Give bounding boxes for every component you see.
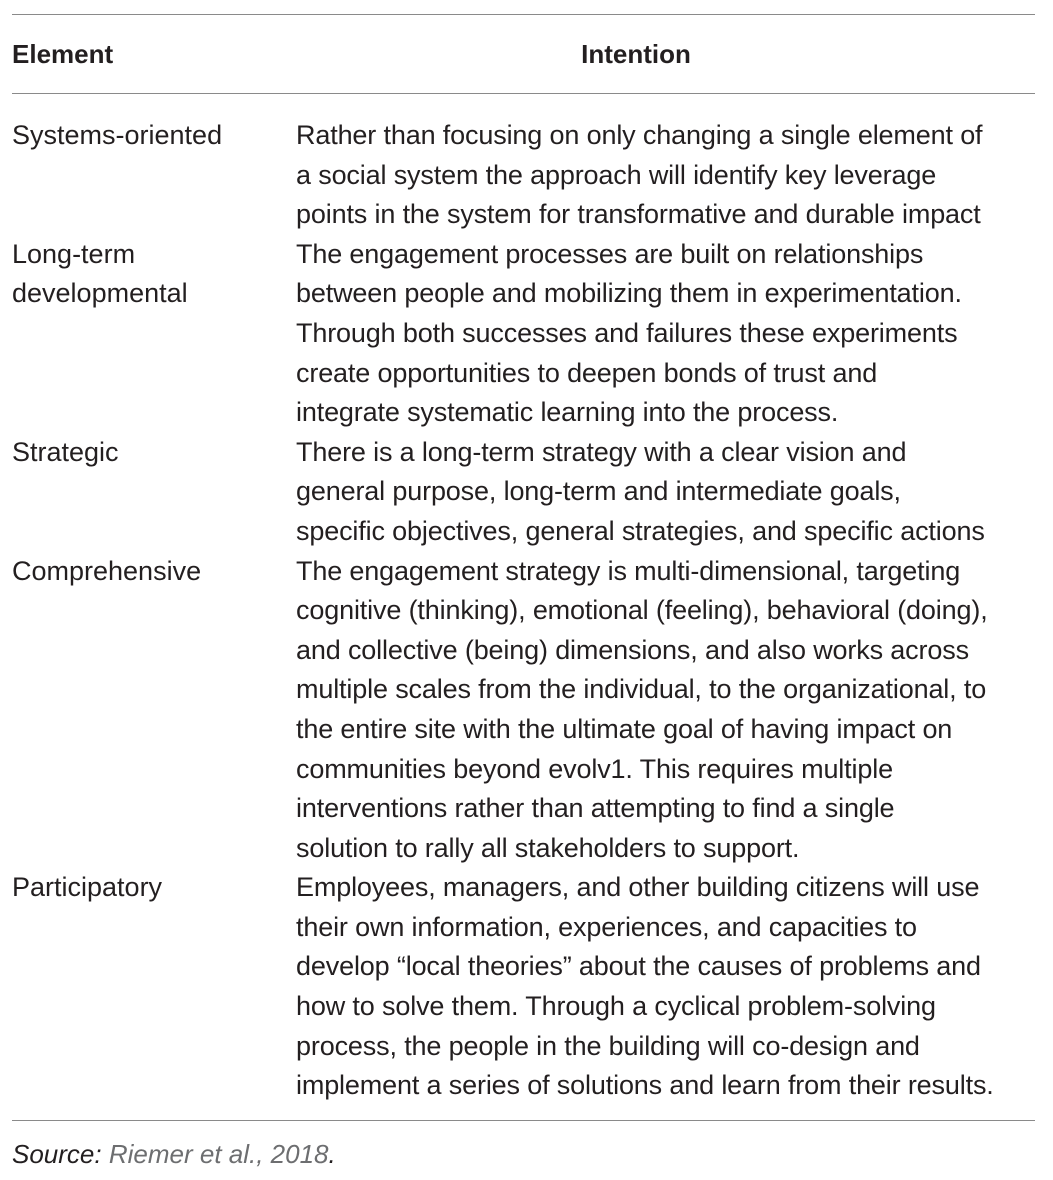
header-element: Element — [12, 38, 114, 69]
source-citation[interactable]: Riemer et al., 2018 — [108, 1138, 329, 1169]
table-row — [12, 433, 1035, 552]
row-element-comprehensive: Comprehensive — [12, 555, 202, 586]
header-intention: Intention — [581, 38, 691, 69]
row-element-strategic: Strategic — [12, 436, 119, 467]
row-intention-comprehensive: The engagement strategy is multi-dimensional, targeting cognitive (thinking), emotional (feeling), behavioral (doing), and collective (being) dimensions, and also works across multiple scales from the individual, to the organizational, to the entire site with the ultimate goal of having impact on communities beyond evolv1. This requires multiple interventions rather than attempting to find a single solution to rally all stakeholders to support. — [296, 555, 988, 863]
table — [12, 14, 1035, 1170]
table-row — [12, 868, 1035, 1106]
row-element-participatory: Participatory — [12, 872, 163, 903]
row-element-systems-oriented: Systems-oriented — [12, 120, 223, 150]
bottom-rule — [12, 1120, 1035, 1121]
row-intention-long-term-developmental: The engagement processes are built on relationships between people and mobilizing them in experimentation. Through both successes and failures these experiments create opportunities to deepen bonds of trust and integrate systematic learning into the process. — [296, 238, 962, 428]
row-element-long-term-developmental: Long-term developmental — [12, 238, 188, 309]
row-intention-participatory: Employees, managers, and other building citizens will use their own information, experiences, and capacities to develop “local theories” about the causes of problems and how to solve them. Through a cyclical problem-solving process, the people in the building will co-design and implement a series of solutions and learn from their results. — [296, 872, 994, 1101]
table-row — [12, 552, 1035, 869]
table-body — [12, 94, 1035, 1120]
table-row — [12, 235, 1035, 433]
source-note — [12, 1139, 1035, 1170]
table-header — [12, 15, 1035, 93]
source-label: Source: — [12, 1138, 102, 1169]
table-row — [12, 116, 1035, 235]
row-intention-strategic: There is a long-term strategy with a clear vision and general purpose, long-term and intermediate goals, specific objectives, general strategies, and specific actions — [296, 436, 985, 546]
source-end: . — [328, 1138, 336, 1169]
row-intention-systems-oriented: Rather than focusing on only changing a single element of a social system the approach will identify key leverage points in the system for transformative and durable impact — [296, 120, 983, 230]
